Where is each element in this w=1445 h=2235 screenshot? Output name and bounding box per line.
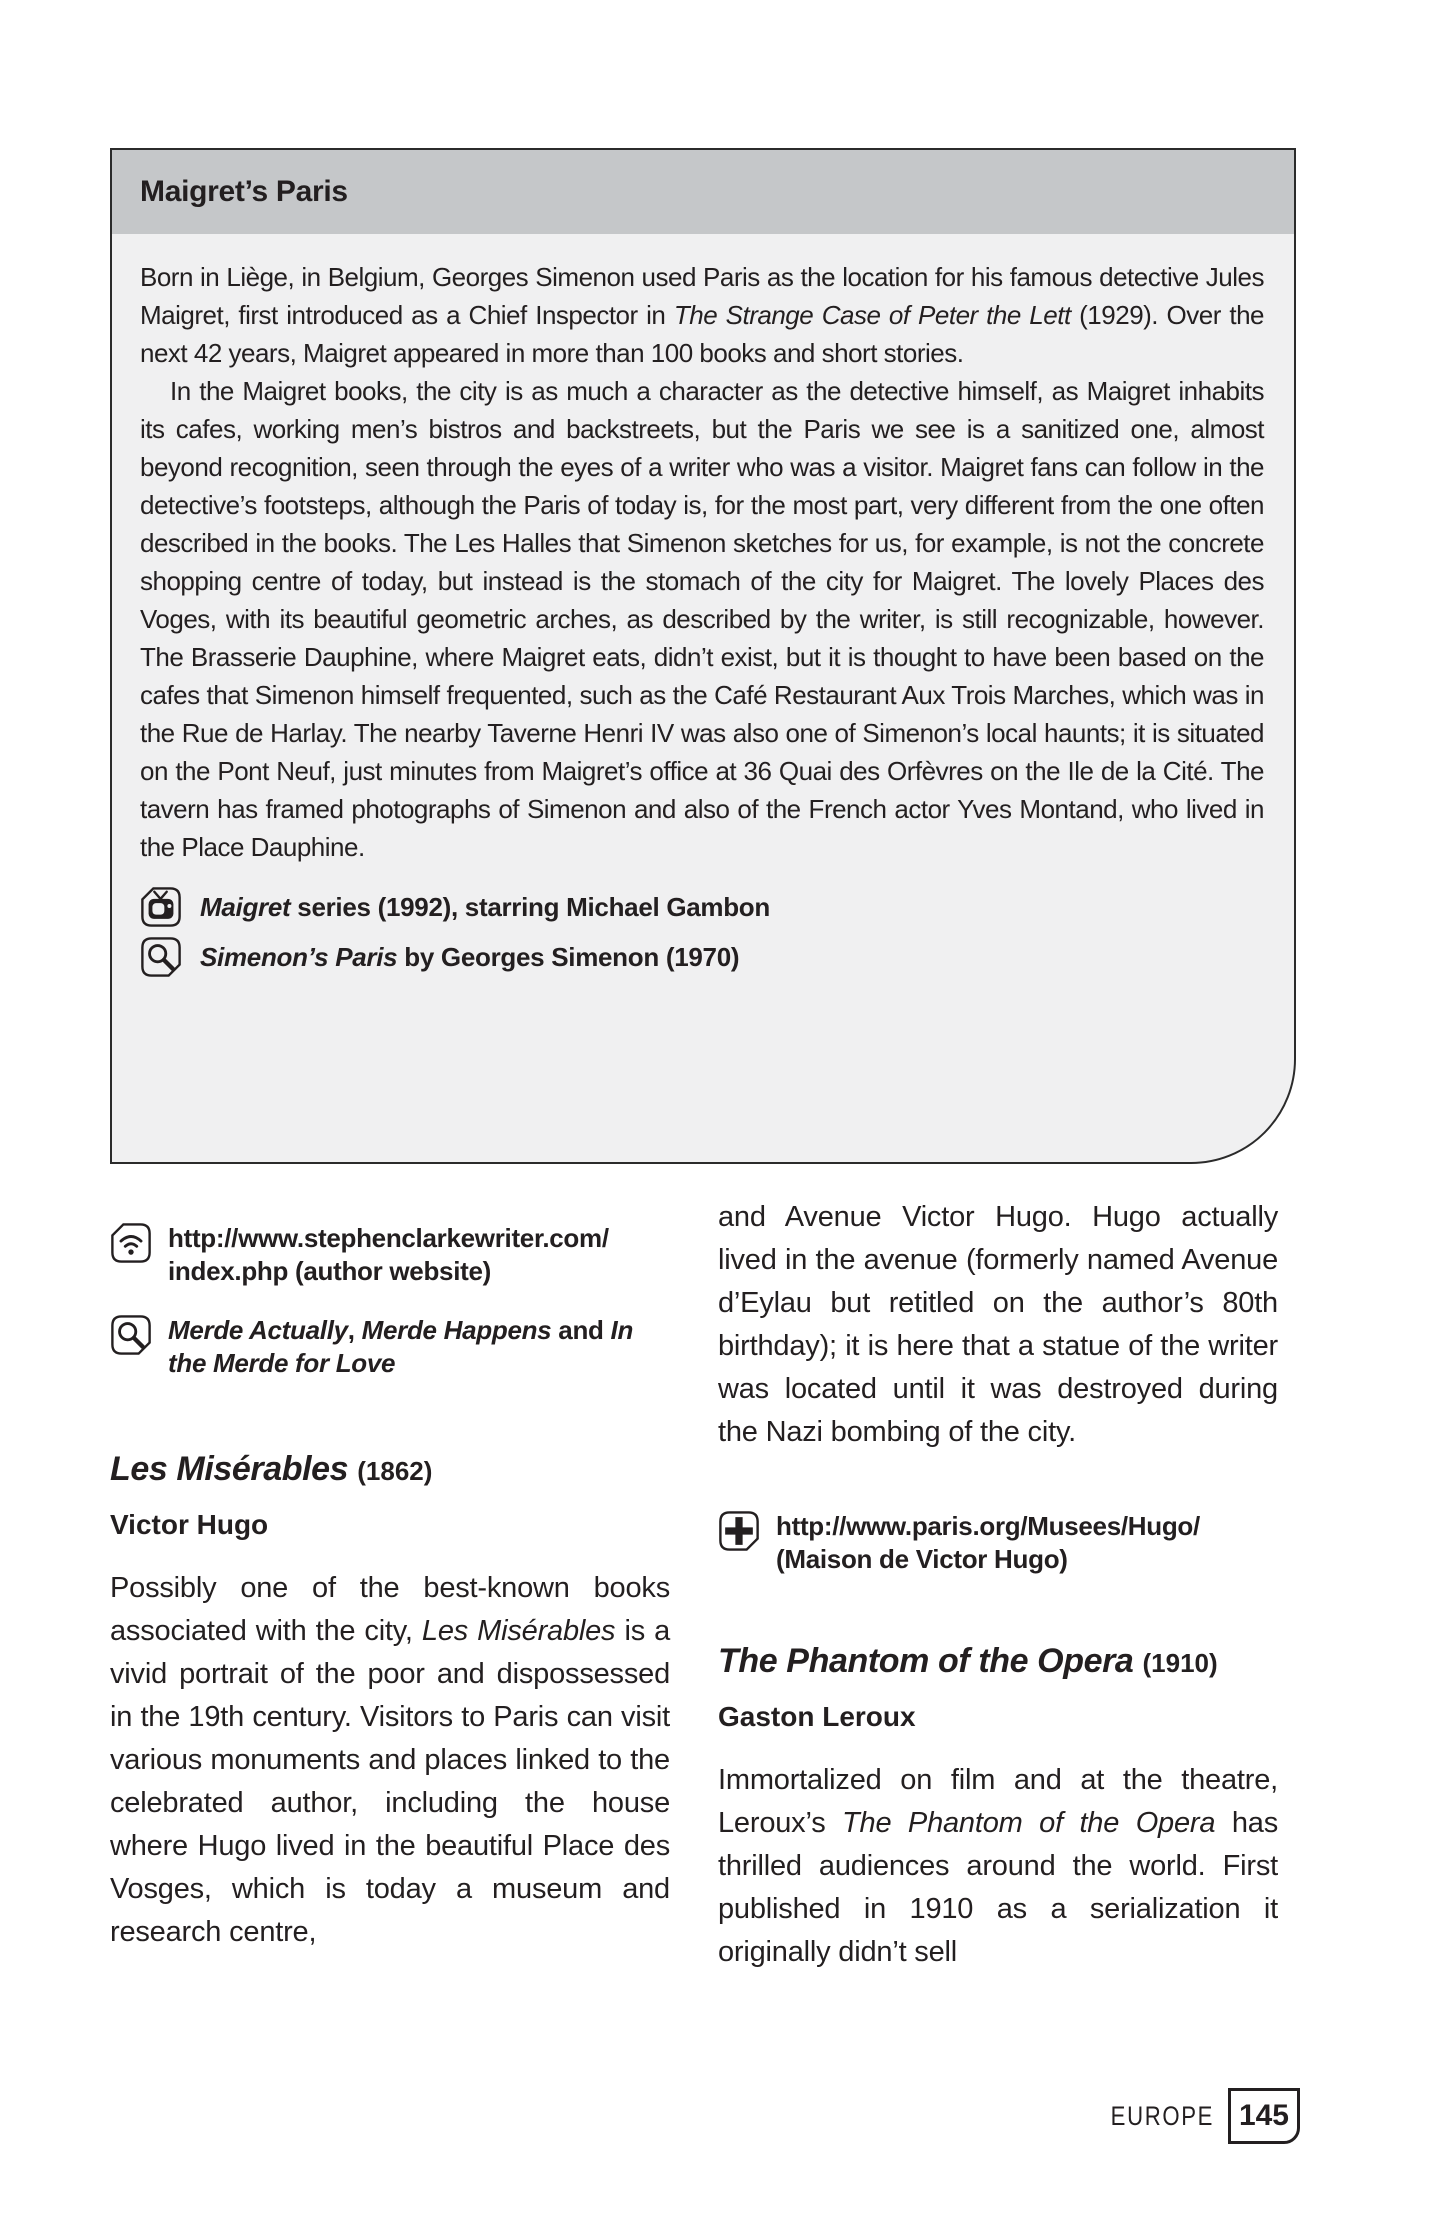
box-header (112, 150, 1294, 234)
paragraph-text: has thrilled audiences around the world. First published in 1910 as a serialization it originally didn’t sell (718, 1807, 1279, 1968)
attraction-icon (718, 1510, 760, 1552)
box-body (112, 234, 1294, 978)
related-books-reference (110, 1314, 670, 1380)
book-reference-text (200, 942, 739, 973)
paragraph-text: Possibly one of the best-known books associated with the city, (110, 1572, 670, 1647)
reference-text: series (1992), starring Michael Gambon (290, 891, 770, 922)
box-title: Maigret’s Paris (140, 175, 348, 208)
paragraph-text: is a vivid portrait of the poor and dispossessed in the 19th century. Visitors to Paris can visit various monuments and places linked to the celebrated author, including the house where Hugo lived in the beautiful Place des Vosges, which is today a museum and research centre, (110, 1615, 671, 1948)
right-column (718, 1196, 1278, 1974)
book-title: Merde Actually (168, 1315, 348, 1345)
entry-year: (1862) (357, 1456, 433, 1486)
les-miserables-paragraph (110, 1567, 670, 1954)
entry-year: (1910) (1142, 1648, 1218, 1678)
book-title-inline: The Strange Case of Peter the Lett (673, 300, 1071, 330)
tv-reference-row (140, 886, 1264, 928)
book-title: Merde Happens (361, 1315, 552, 1345)
paragraph-text: (1929). Over the next 42 years, Maigret appeared in more than 100 books and short stories. (140, 300, 1264, 368)
search-icon (110, 1314, 152, 1356)
phantom-heading (718, 1642, 1278, 1681)
page-number: 145 (1238, 2099, 1289, 2132)
museum-reference-text (776, 1510, 1200, 1576)
book-title: In the Merde for Love (168, 1315, 634, 1378)
les-miserables-heading (110, 1450, 670, 1489)
book-reference-row (140, 936, 1264, 978)
phantom-paragraph (718, 1759, 1278, 1974)
tv-reference-text (200, 892, 770, 923)
box-paragraph-1 (140, 258, 1264, 372)
box-paragraph-2: In the Maigret books, the city is as much a character as the detective himself, as Maigret inhabits its cafes, working men’s bistros and backstreets, but the Paris we see is a sanitized one, almost beyond recognition, seen through the eyes of a writer who was a visitor. Maigret fans can follow in the detective’s footsteps, although the Paris of today is, for the most part, very different from the one often described in the books. The Les Halles that Simenon sketches for us, for example, is not the concrete shopping centre of today, but instead is the stomach of the city for Maigret. The lovely Places des Voges, with its beautiful geometric arches, as described by the writer, is still recognizable, however. The Brasserie Dauphine, where Maigret eats, didn’t exist, but it is thought to have been based on the cafes that Simenon himself frequented, such as the Café Restaurant Aux Trois Marches, which was in the Rue de Harlay. The nearby Taverne Henri IV was also one of Simenon’s local haunts; it is situated on the Pont Neuf, just minutes from Maigret’s office at 36 Quai des Orfèvres on the Ile de la Cité. The tavern has framed photographs of Simenon and also of the French actor Yves Montand, who lived in the Place Dauphine. (140, 376, 1264, 862)
hugo-continuation-paragraph: and Avenue Victor Hugo. Hugo actually lived in the avenue (formerly named Avenue d’Eylau but retitled on the author’s 80th birthday); it is here that a statue of the writer was located until it was destroyed during the Nazi bombing of the city. (718, 1201, 1278, 1448)
url-text: http://www.stephenclarkewriter.com/ (168, 1223, 609, 1253)
museum-reference (718, 1510, 1278, 1576)
book-title-inline: The Phantom of the Opera (842, 1807, 1216, 1839)
author-name: Victor Hugo (110, 1509, 269, 1540)
author-name: Gaston Leroux (718, 1701, 916, 1732)
page-number-box (1228, 2088, 1300, 2144)
book-title: Simenon’s Paris (200, 941, 398, 972)
paragraph-text: Born in Liège, in Belgium, Georges Simenon used Paris as the location for his famous detective Jules Maigret, first introduced as a Chief Inspector in (140, 262, 1264, 330)
separator-text: , (347, 1315, 362, 1345)
url-caption: index.php (author website) (168, 1256, 491, 1286)
conjunction-text: and (551, 1315, 611, 1345)
page-footer (1088, 2088, 1300, 2144)
left-column (110, 1222, 670, 1954)
website-reference-text (168, 1222, 609, 1288)
reference-text: by Georges Simenon (1970) (397, 941, 740, 972)
paragraph-text: Immortalized on film and at the theatre, Leroux’s (718, 1764, 1278, 1839)
series-title: Maigret (200, 891, 291, 922)
media-reference-list (140, 886, 1264, 978)
entry-title-text: Les Misérables (110, 1450, 349, 1488)
url-caption: (Maison de Victor Hugo) (776, 1544, 1068, 1574)
book-title-inline: Les Misérables (421, 1615, 616, 1647)
search-icon (140, 936, 182, 978)
author-website-reference (110, 1222, 670, 1288)
wifi-icon (110, 1222, 152, 1264)
books-reference-text (168, 1314, 670, 1380)
tv-icon (140, 886, 182, 928)
entry-title-text: The Phantom of the Opera (718, 1642, 1134, 1680)
section-label: EUROPE (1110, 2100, 1214, 2131)
url-text: http://www.paris.org/Musees/Hugo/ (776, 1511, 1200, 1541)
maigret-feature-box (110, 148, 1296, 1164)
